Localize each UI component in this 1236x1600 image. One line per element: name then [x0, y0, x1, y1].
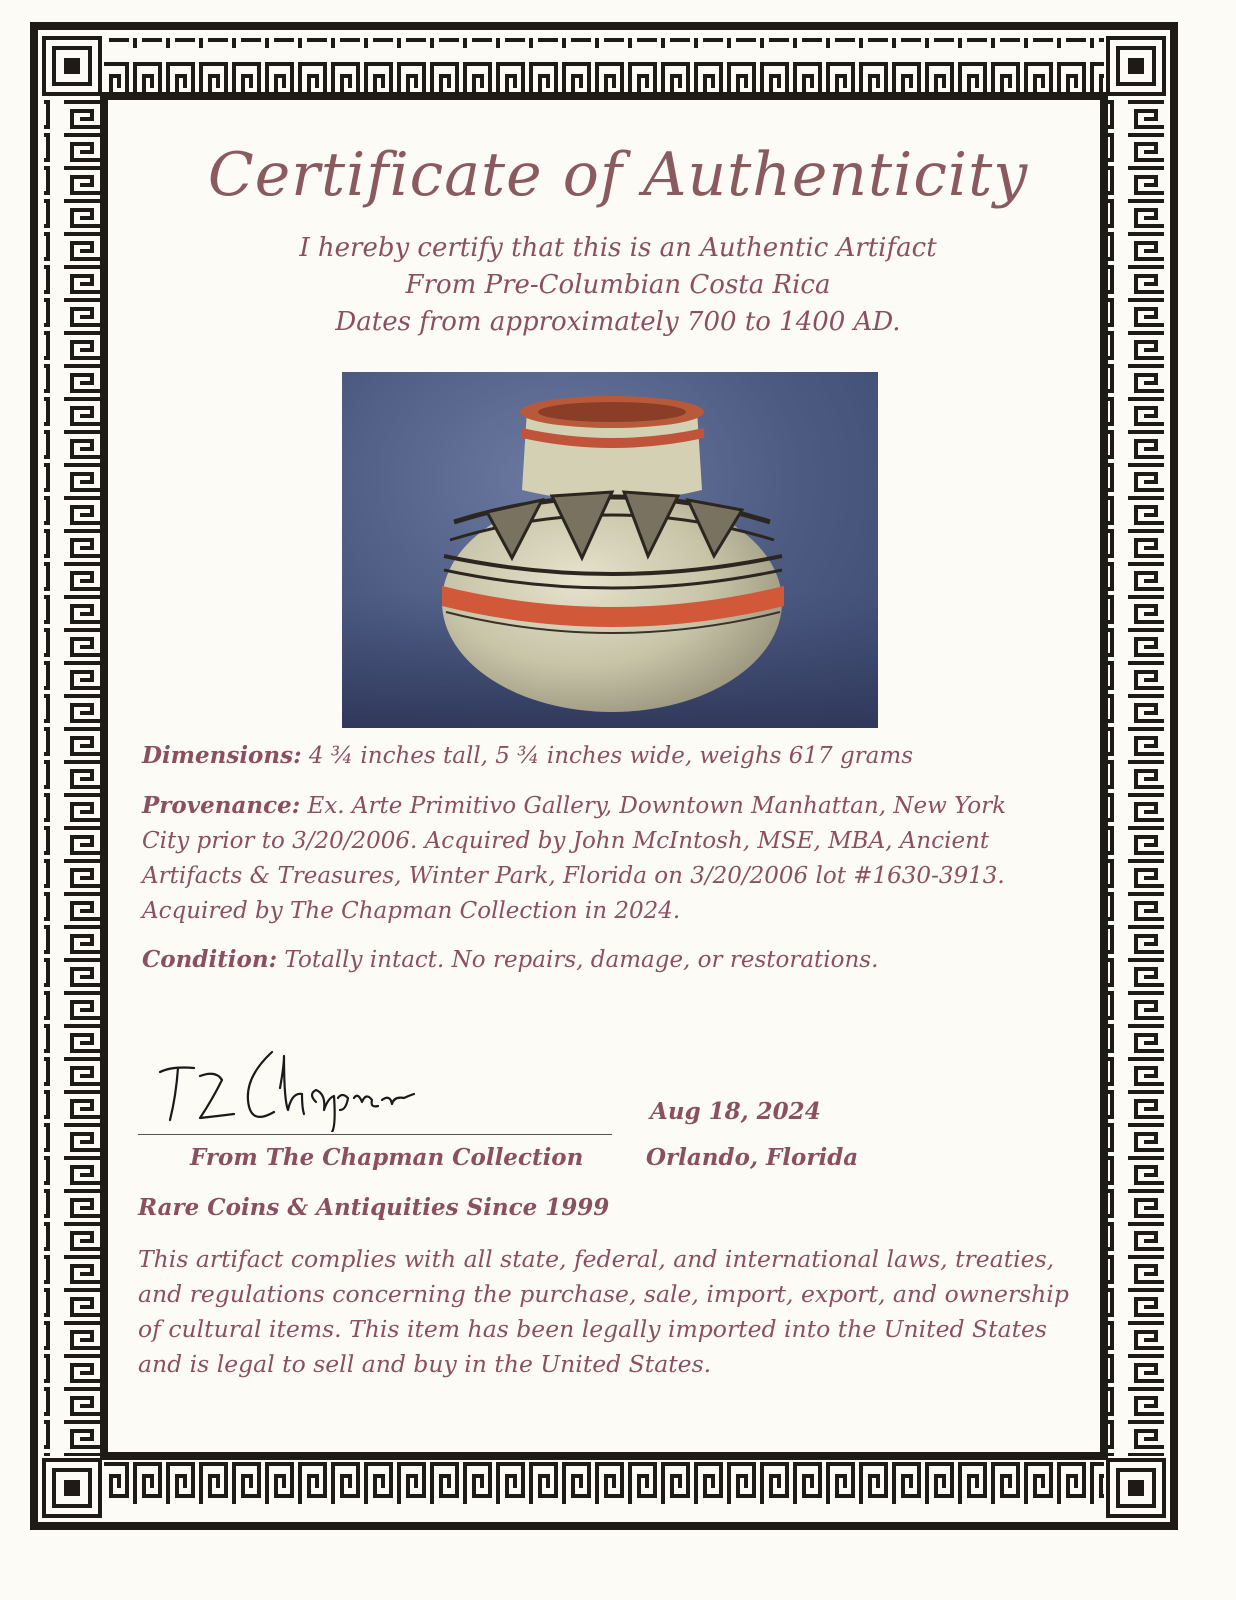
provenance-label: Provenance:	[142, 792, 301, 819]
condition-label: Condition:	[142, 946, 278, 973]
certificate-title: Certificate of Authenticity	[207, 140, 1029, 210]
dimensions-field	[142, 738, 1072, 774]
statement-line-2: From Pre-Columbian Costa Rica	[405, 270, 831, 300]
condition-value: Totally intact. No repairs, damage, or restorations.	[284, 947, 879, 973]
signature-caption: From The Chapman Collection	[190, 1144, 584, 1171]
dimensions-label: Dimensions:	[142, 742, 302, 769]
provenance-value: Ex. Arte Primitivo Gallery, Downtown Manhattan, New York City prior to 3/20/2006. Acquired by John McIntosh, MSE, MBA, Ancient Artifacts & Treasures, Winter Park, Florida on 3/20/2006 lot #1630-3913. Acquired by The Chapman Collection in 2024.	[142, 793, 1007, 924]
statement-line-3: Dates from approximately 700 to 1400 AD.	[335, 307, 901, 337]
artifact-photo	[342, 372, 878, 728]
business-tagline: Rare Coins & Antiquities Since 1999	[138, 1194, 610, 1221]
handwritten-signature	[142, 1036, 422, 1132]
signature-line	[138, 1134, 612, 1135]
provenance-field	[142, 788, 1042, 929]
certificate-content	[120, 120, 1116, 1480]
certificate-location: Orlando, Florida	[646, 1144, 859, 1171]
certificate-date: Aug 18, 2024	[650, 1098, 821, 1125]
dimensions-value: 4 ¾ inches tall, 5 ¾ inches wide, weighs 617 grams	[308, 743, 913, 769]
statement-line-1: I hereby certify that this is an Authentic Artifact	[299, 233, 937, 263]
condition-field	[142, 942, 1072, 978]
certification-statement	[120, 230, 1116, 341]
pottery-vessel-image	[342, 372, 878, 728]
legal-notice: This artifact complies with all state, federal, and international laws, treaties, and regulations concerning the purchase, sale, import, export, and ownership of cultural items. This item has been legally imported into the United States and is legal to sell and buy in the United States.	[138, 1245, 1069, 1378]
